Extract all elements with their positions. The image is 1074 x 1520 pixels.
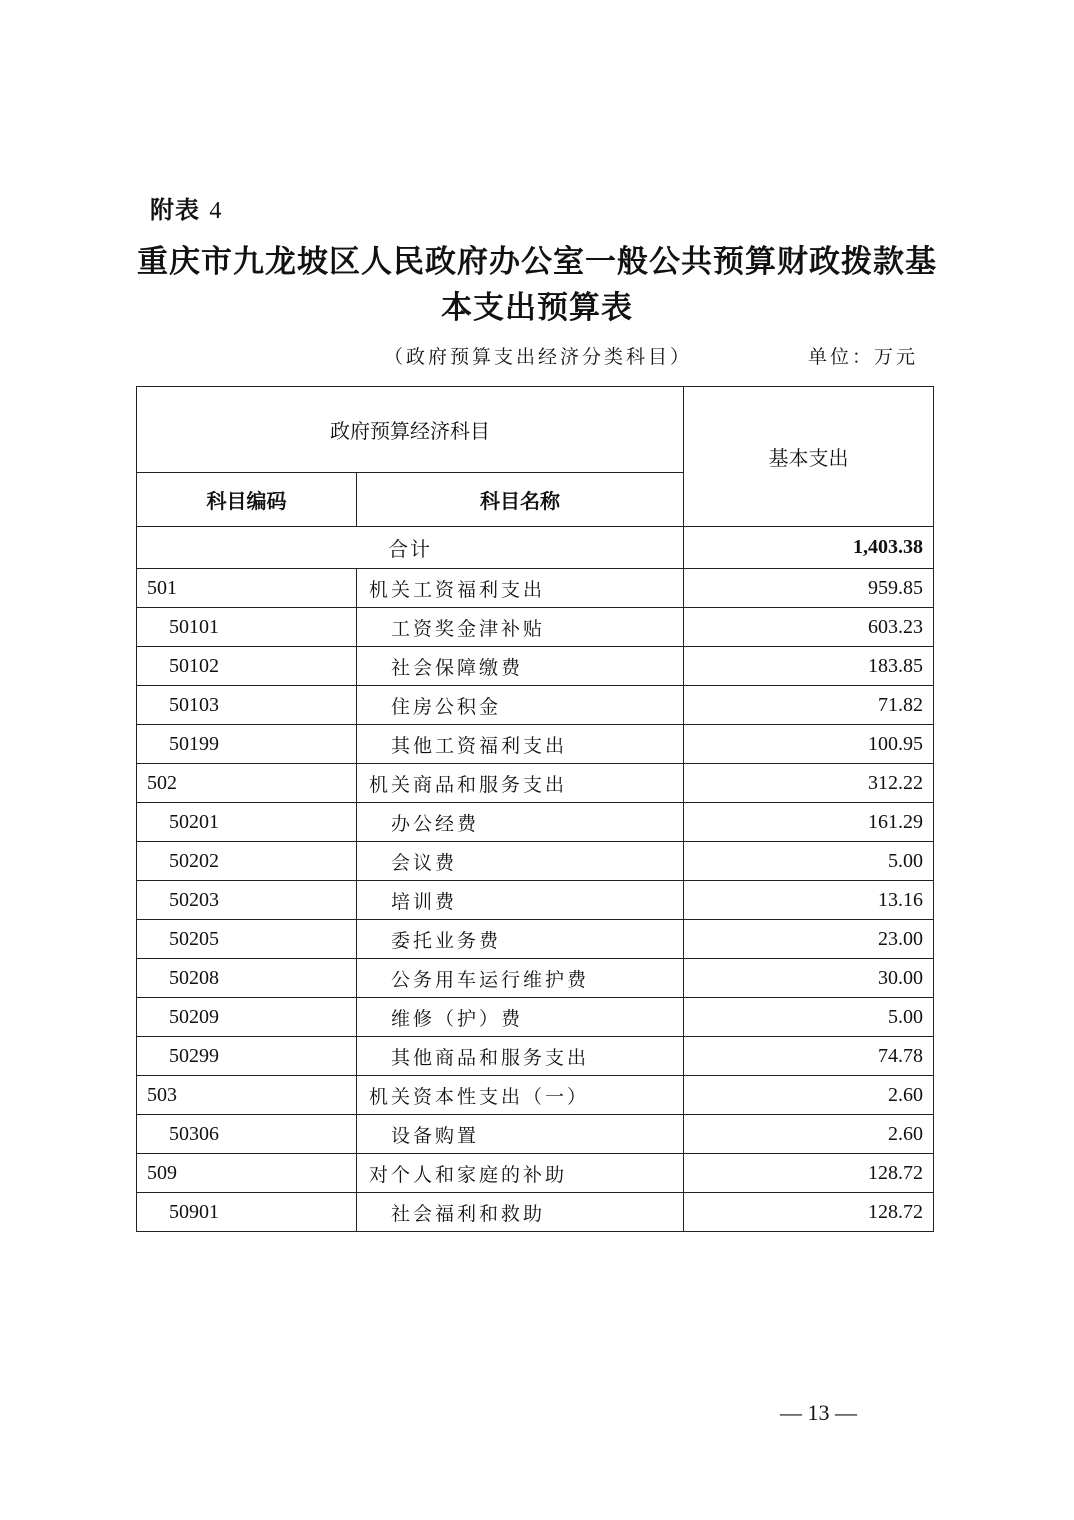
subject-name: 设备购置 xyxy=(357,1115,684,1154)
subject-code: 50306 xyxy=(137,1115,357,1154)
table-row xyxy=(137,686,934,725)
subject-code: 502 xyxy=(137,764,357,803)
subject-name: 公务用车运行维护费 xyxy=(357,959,684,998)
subject-amount: 74.78 xyxy=(684,1037,934,1076)
table-row xyxy=(137,1076,934,1115)
subject-code: 50102 xyxy=(137,647,357,686)
subject-name: 办公经费 xyxy=(357,803,684,842)
header-group-economic-subject: 政府预算经济科目 xyxy=(137,387,684,473)
subject-amount: 603.23 xyxy=(684,608,934,647)
subject-amount: 100.95 xyxy=(684,725,934,764)
subject-name: 委托业务费 xyxy=(357,920,684,959)
total-amount: 1,403.38 xyxy=(684,527,934,569)
subject-amount: 2.60 xyxy=(684,1076,934,1115)
table-row xyxy=(137,959,934,998)
subject-code: 50101 xyxy=(137,608,357,647)
subject-amount: 128.72 xyxy=(684,1154,934,1193)
header-subject-name: 科目名称 xyxy=(357,473,684,527)
subject-amount: 312.22 xyxy=(684,764,934,803)
subject-name: 其他商品和服务支出 xyxy=(357,1037,684,1076)
annex-label xyxy=(150,190,222,225)
table-body xyxy=(137,569,934,1232)
subject-code: 50199 xyxy=(137,725,357,764)
table-subtitle: （政府预算支出经济分类科目） xyxy=(384,346,693,368)
subject-name: 住房公积金 xyxy=(357,686,684,725)
subject-name: 机关工资福利支出 xyxy=(357,569,684,608)
table-row xyxy=(137,647,934,686)
subject-name: 机关商品和服务支出 xyxy=(357,764,684,803)
header-basic-expenditure: 基本支出 xyxy=(684,387,934,527)
subject-amount: 13.16 xyxy=(684,881,934,920)
subject-amount: 5.00 xyxy=(684,842,934,881)
subject-amount: 161.29 xyxy=(684,803,934,842)
table-row xyxy=(137,1154,934,1193)
subject-name: 工资奖金津补贴 xyxy=(357,608,684,647)
subject-name: 会议费 xyxy=(357,842,684,881)
annex-number: 4 xyxy=(209,198,223,224)
subject-code: 50209 xyxy=(137,998,357,1037)
subject-code: 50103 xyxy=(137,686,357,725)
header-subject-code: 科目编码 xyxy=(137,473,357,527)
subject-name: 对个人和家庭的补助 xyxy=(357,1154,684,1193)
subject-name: 社会福利和救助 xyxy=(357,1193,684,1232)
table-row xyxy=(137,842,934,881)
subject-code: 501 xyxy=(137,569,357,608)
table-row xyxy=(137,1193,934,1232)
subject-code: 50205 xyxy=(137,920,357,959)
subject-amount: 23.00 xyxy=(684,920,934,959)
subject-name: 其他工资福利支出 xyxy=(357,725,684,764)
subject-amount: 183.85 xyxy=(684,647,934,686)
subject-amount: 2.60 xyxy=(684,1115,934,1154)
subject-code: 503 xyxy=(137,1076,357,1115)
table-row xyxy=(137,764,934,803)
subject-code: 50202 xyxy=(137,842,357,881)
table-row xyxy=(137,881,934,920)
table-row xyxy=(137,1037,934,1076)
table-row xyxy=(137,920,934,959)
table-row xyxy=(137,725,934,764)
table-row xyxy=(137,569,934,608)
total-row xyxy=(137,527,934,569)
subject-amount: 128.72 xyxy=(684,1193,934,1232)
table-row xyxy=(137,998,934,1037)
subject-amount: 30.00 xyxy=(684,959,934,998)
subject-amount: 5.00 xyxy=(684,998,934,1037)
subject-code: 509 xyxy=(137,1154,357,1193)
subject-name: 社会保障缴费 xyxy=(357,647,684,686)
subject-code: 50203 xyxy=(137,881,357,920)
total-label: 合计 xyxy=(137,527,684,569)
table-row xyxy=(137,1115,934,1154)
subject-amount: 71.82 xyxy=(684,686,934,725)
subject-name: 维修（护）费 xyxy=(357,998,684,1037)
annex-label-text: 附表 xyxy=(150,196,200,224)
subject-code: 50201 xyxy=(137,803,357,842)
budget-table xyxy=(136,386,934,1232)
table-row xyxy=(137,608,934,647)
page-number: — 13 — xyxy=(780,1400,857,1425)
unit-label: 单位：万元 xyxy=(807,346,918,368)
subject-name: 机关资本性支出（一） xyxy=(357,1076,684,1115)
subject-code: 50901 xyxy=(137,1193,357,1232)
subject-amount: 959.85 xyxy=(684,569,934,608)
subject-code: 50208 xyxy=(137,959,357,998)
subject-code: 50299 xyxy=(137,1037,357,1076)
page-title-line-1: 重庆市九龙坡区人民政府办公室一般公共预算财政拨款基 xyxy=(137,244,937,280)
subject-name: 培训费 xyxy=(357,881,684,920)
page-title-line-2: 本支出预算表 xyxy=(441,290,633,326)
table-row xyxy=(137,803,934,842)
